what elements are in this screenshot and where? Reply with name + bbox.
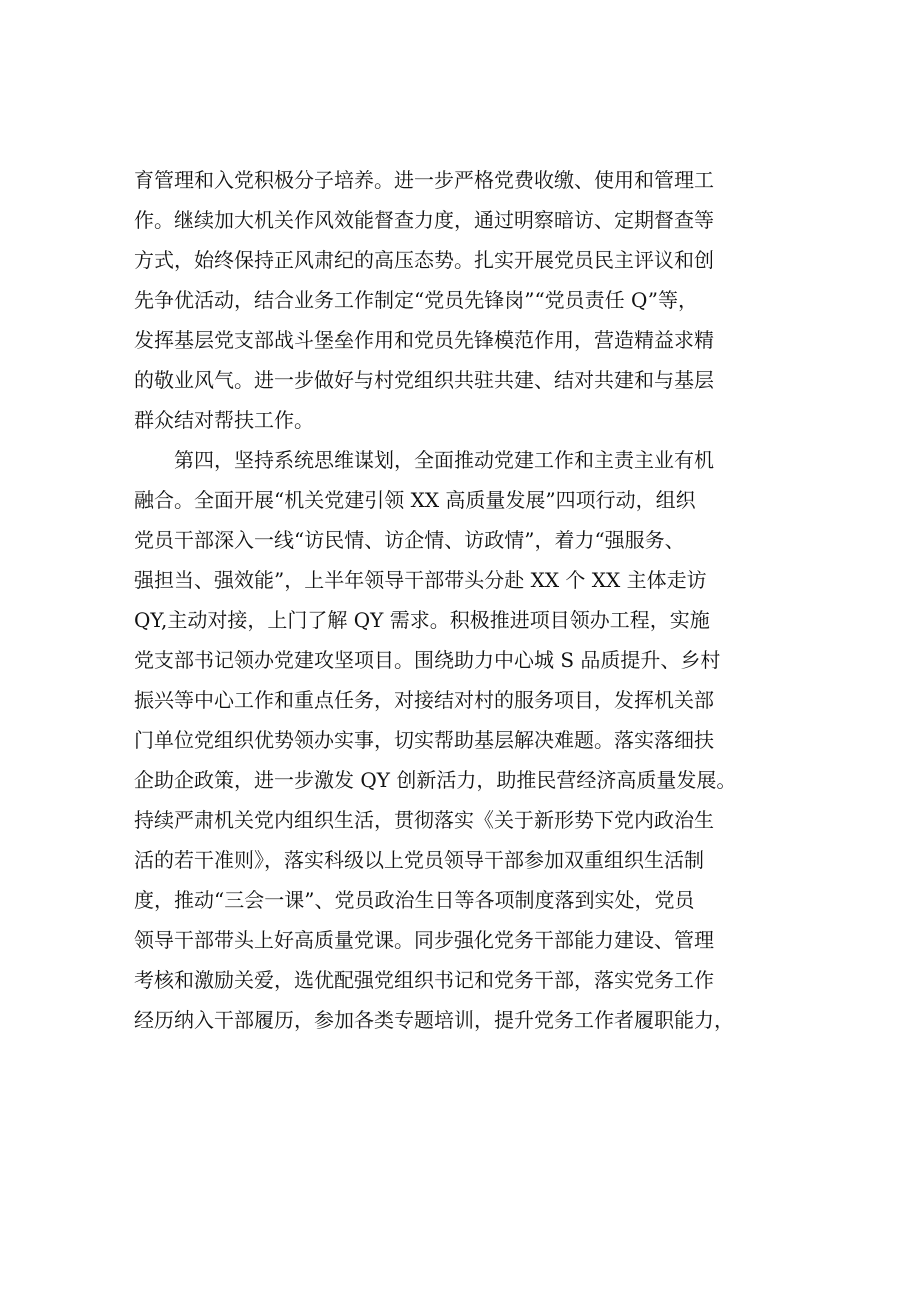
- text-line: 振兴等中心工作和重点任务，对接结对村的服务项目，发挥机关部: [134, 688, 714, 712]
- text-line: 党员干部深入一线“访民情、访企情、访政情”，着力“强服务、: [134, 528, 685, 552]
- text-line: 门单位党组织优势领办实事，切实帮助基层解决难题。落实落细扶: [134, 728, 714, 752]
- text-line: QY,主动对接，上门了解 QY 需求。积极推进项目领办工程，实施: [134, 608, 710, 632]
- paragraph-party-management: [134, 160, 794, 440]
- text-line: 融合。全面开展“机关党建引领 XX 高质量发展”四项行动，组织: [134, 488, 696, 512]
- text-line: 党支部书记领办党建攻坚项目。围绕助力中心城 S 品质提升、乡村: [134, 648, 721, 672]
- paragraph-first-line: 第四，坚持系统思维谋划，全面推动党建工作和主责主业有机: [174, 448, 714, 472]
- text-line: 群众结对帮扶工作。: [134, 408, 314, 432]
- text-line: 度，推动“三会一课”、党员政治生日等各项制度落到实处，党员: [134, 888, 695, 912]
- text-line: 育管理和入党积极分子培养。进一步严格党费收缴、使用和管理工: [134, 168, 714, 192]
- text-line: 活的若干准则》，落实科级以上党员领导干部参加双重组织生活制: [134, 848, 704, 872]
- text-line: 的敬业风气。进一步做好与村党组织共驻共建、结对共建和与基层: [134, 368, 714, 392]
- text-line: 领导干部带头上好高质量党课。同步强化党务干部能力建设、管理: [134, 928, 714, 952]
- document-body: [134, 160, 794, 1080]
- paragraph-fourth-point: [134, 440, 794, 1080]
- text-line: 持续严肃机关党内组织生活，贯彻落实《关于新形势下党内政治生: [134, 808, 714, 832]
- text-line: 企助企政策，进一步激发 QY 创新活力，助推民营经济高质量发展。: [134, 768, 737, 792]
- text-line: 作。继续加大机关作风效能督查力度，通过明察暗访、定期督查等: [134, 208, 714, 232]
- text-line: 方式，始终保持正风肃纪的高压态势。扎实开展党员民主评议和创: [134, 248, 714, 272]
- text-line: [134, 1040, 794, 1080]
- text-line: 强担当、强效能”，上半年领导干部带头分赴 XX 个 XX 主体走访: [134, 568, 707, 592]
- text-line: 经历纳入干部履历，参加各类专题培训，提升党务工作者履职能力，: [134, 1008, 734, 1032]
- text-line: 发挥基层党支部战斗堡垒作用和党员先锋模范作用，营造精益求精: [134, 328, 714, 352]
- text-line: 考核和激励关爱，选优配强党组织书记和党务干部，落实党务工作: [134, 968, 714, 992]
- text-line: 先争优活动，结合业务工作制定“党员先锋岗”“党员责任 Q”等，: [134, 288, 699, 312]
